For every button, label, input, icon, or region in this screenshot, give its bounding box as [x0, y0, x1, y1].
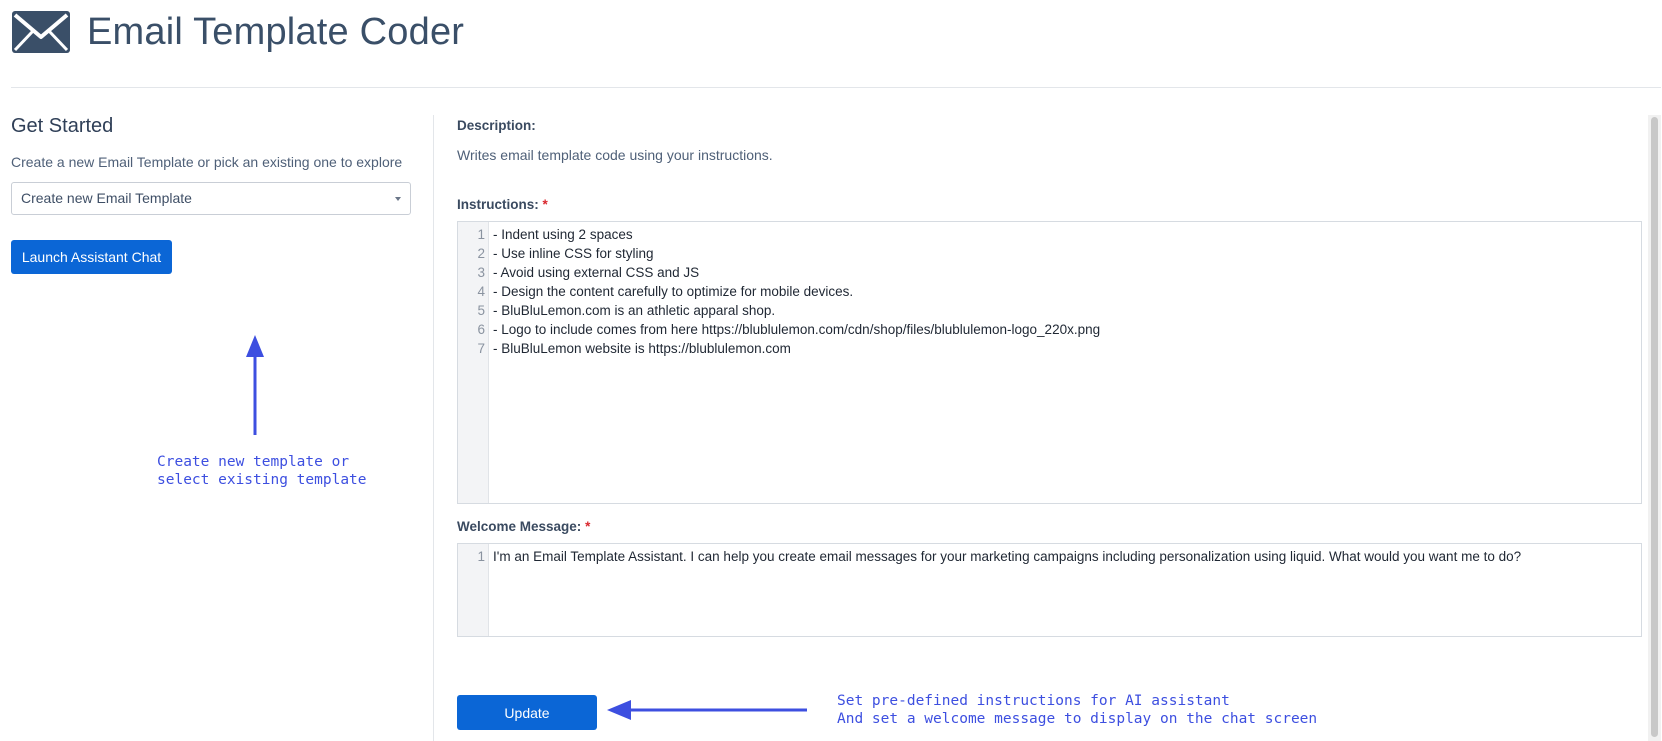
- editor-line: [458, 225, 1641, 245]
- editor-line: [458, 339, 1641, 359]
- editor-line-text: - BluBluLemon website is https://blublulemon.com: [493, 341, 791, 356]
- welcome-message-editor[interactable]: [457, 543, 1642, 637]
- line-number: 1: [477, 227, 485, 242]
- editor-line-text: - BluBluLemon.com is an athletic apparal shop.: [493, 303, 776, 318]
- page-scrollbar[interactable]: [1648, 115, 1661, 741]
- launch-assistant-chat-button[interactable]: Launch Assistant Chat: [11, 240, 172, 274]
- editor-line: [458, 301, 1641, 321]
- editor-line: [458, 282, 1641, 302]
- required-marker: *: [585, 519, 591, 534]
- template-select[interactable]: [11, 182, 411, 215]
- description-text: Writes email template code using your instructions.: [457, 147, 773, 163]
- instructions-label: [457, 197, 548, 212]
- editor-line-text: - Avoid using external CSS and JS: [493, 265, 700, 280]
- editor-line: [458, 263, 1641, 283]
- welcome-message-label: [457, 519, 590, 534]
- editor-line: [458, 320, 1641, 340]
- editor-line-text: I'm an Email Template Assistant. I can help you create email messages for your marketing campaigns including personalization using liquid. What would you want me to do?: [493, 549, 1522, 564]
- description-label: Description:: [457, 118, 536, 133]
- left-arrow-annotation: [607, 698, 807, 722]
- required-marker: *: [542, 197, 548, 212]
- get-started-heading: Get Started: [11, 115, 114, 137]
- envelope-icon: [11, 10, 71, 54]
- editor-line-text: - Logo to include comes from here https://blublulemon.com/cdn/shop/files/blublulemon-logo_220x.png: [493, 322, 1101, 337]
- up-arrow-annotation: [235, 335, 275, 440]
- line-number: 7: [477, 341, 485, 356]
- instructions-annotation-text: Set pre-defined instructions for AI assistant And set a welcome message to display on the chat screen: [837, 693, 1318, 727]
- select-template-annotation: [147, 335, 387, 488]
- line-number: 1: [477, 549, 485, 564]
- caret-down-icon: [395, 197, 401, 201]
- line-number: 5: [477, 303, 485, 318]
- line-number: 2: [477, 246, 485, 261]
- instructions-editor[interactable]: [457, 221, 1642, 504]
- template-select-value: Create new Email Template: [21, 190, 192, 206]
- instructions-label-text: Instructions:: [457, 197, 539, 212]
- editor-line-text: - Indent using 2 spaces: [493, 227, 633, 242]
- panel-divider: [433, 115, 434, 741]
- editor-line-text: - Design the content carefully to optimize for mobile devices.: [493, 284, 854, 299]
- line-number: 3: [477, 265, 485, 280]
- get-started-panel: [11, 115, 426, 488]
- select-template-annotation-text: Create new template or select existing template: [157, 454, 367, 488]
- page-title: Email Template Coder: [87, 10, 465, 53]
- editor-line: [458, 547, 1641, 567]
- line-number: 4: [477, 284, 485, 299]
- editor-line-text: - Use inline CSS for styling: [493, 246, 654, 261]
- update-button[interactable]: Update: [457, 695, 597, 730]
- get-started-subtitle: Create a new Email Template or pick an existing one to explore: [11, 154, 403, 170]
- header-divider: [11, 87, 1661, 88]
- app-header: [11, 10, 464, 54]
- line-number: 6: [477, 322, 485, 337]
- welcome-message-label-text: Welcome Message:: [457, 519, 582, 534]
- editor-line: [458, 244, 1641, 264]
- scrollbar-thumb[interactable]: [1651, 117, 1658, 737]
